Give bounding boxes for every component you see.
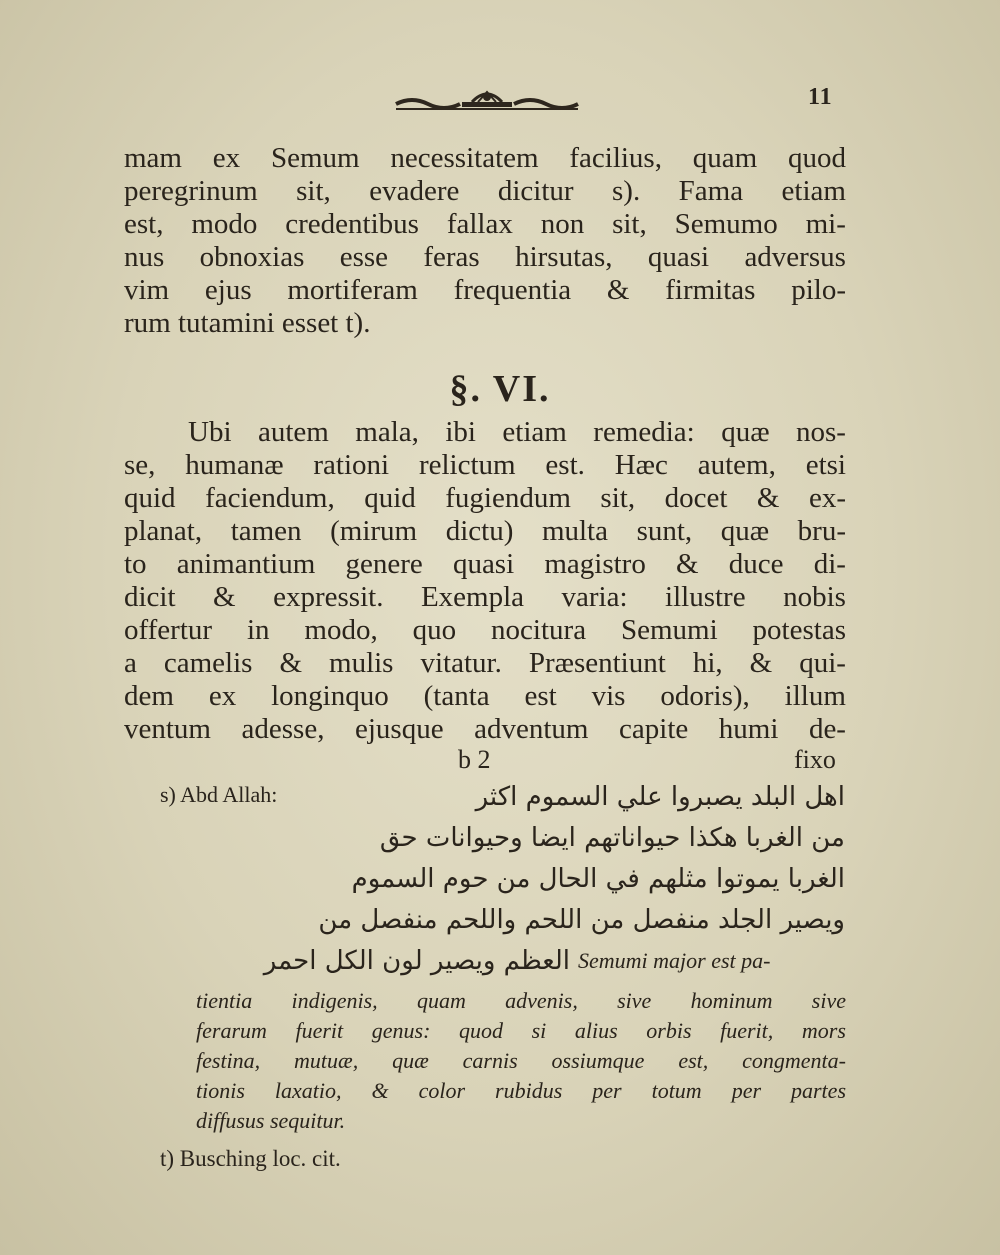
footnote-t: t) Busching loc. cit. (160, 1146, 341, 1171)
body-line: dicit & expressit. Exempla varia: illustre nobis (124, 581, 846, 613)
arabic-line: الغربا يموتوا مثلهم في الحال من حوم السموم (351, 864, 845, 894)
body-line: Ubi autem mala, ibi etiam remedia: quæ nos- (188, 416, 846, 448)
body-line: to animantium genere quasi magistro & duce di- (124, 548, 846, 580)
footnote-line: festina, mutuæ, quæ carnis ossiumque est, congmenta- (196, 1048, 846, 1073)
body-line: a camelis & mulis vitatur. Præsentiunt hi, & qui- (124, 647, 846, 679)
body-line: offertur in modo, quo nocitura Semumi potestas (124, 614, 846, 646)
arabic-line: من الغربا هكذا حيواناتهم ايضا وحيوانات حق (379, 823, 845, 853)
body-line: rum tutamini esset t). (124, 307, 371, 339)
catchword: fixo (794, 745, 836, 774)
body-line: vim ejus mortiferam frequentia & firmitas pilo- (124, 274, 846, 306)
section-heading: §. VI. (449, 368, 551, 410)
body-line: ventum adesse, ejusque adventum capite humi de- (124, 713, 846, 745)
body-line: mam ex Semum necessitatem facilius, quam quod (124, 142, 846, 174)
body-line: peregrinum sit, evadere dicitur s). Fama etiam (124, 175, 846, 207)
signature-mark: b 2 (458, 745, 491, 774)
body-line: planat, tamen (mirum dictu) multa sunt, quæ bru- (124, 515, 846, 547)
footnote-latin-start: Semumi major est pa- (578, 948, 771, 973)
body-line: dem ex longinquo (tanta est vis odoris), illum (124, 680, 846, 712)
body-line: se, humanæ rationi relictum est. Hæc autem, etsi (124, 449, 846, 481)
body-line: est, modo credentibus fallax non sit, Semumo mi- (124, 208, 846, 240)
arabic-line: ويصير الجلد منفصل من اللحم واللحم منفصل من (318, 905, 845, 935)
footnote-line: ferarum fuerit genus: quod si alius orbis fuerit, mors (196, 1018, 846, 1043)
body-line: nus obnoxias esse feras hirsutas, quasi adversus (124, 241, 846, 273)
page-number: 11 (808, 84, 833, 110)
footnote-s-label: s) Abd Allah: (160, 782, 278, 807)
footnote-line: diffusus sequitur. (196, 1108, 346, 1133)
footnote-line: tionis laxatio, & color rubidus per totum per partes (196, 1078, 846, 1103)
header-ornament (392, 88, 582, 114)
footnote-line: tientia indigenis, quam advenis, sive hominum sive (196, 988, 846, 1013)
arabic-line: اهل البلد يصبروا علي السموم اكثر (475, 782, 845, 812)
arabic-line: العظم ويصير لون الكل احمر (263, 946, 570, 976)
body-line: quid faciendum, quid fugiendum sit, docet & ex- (124, 482, 846, 514)
